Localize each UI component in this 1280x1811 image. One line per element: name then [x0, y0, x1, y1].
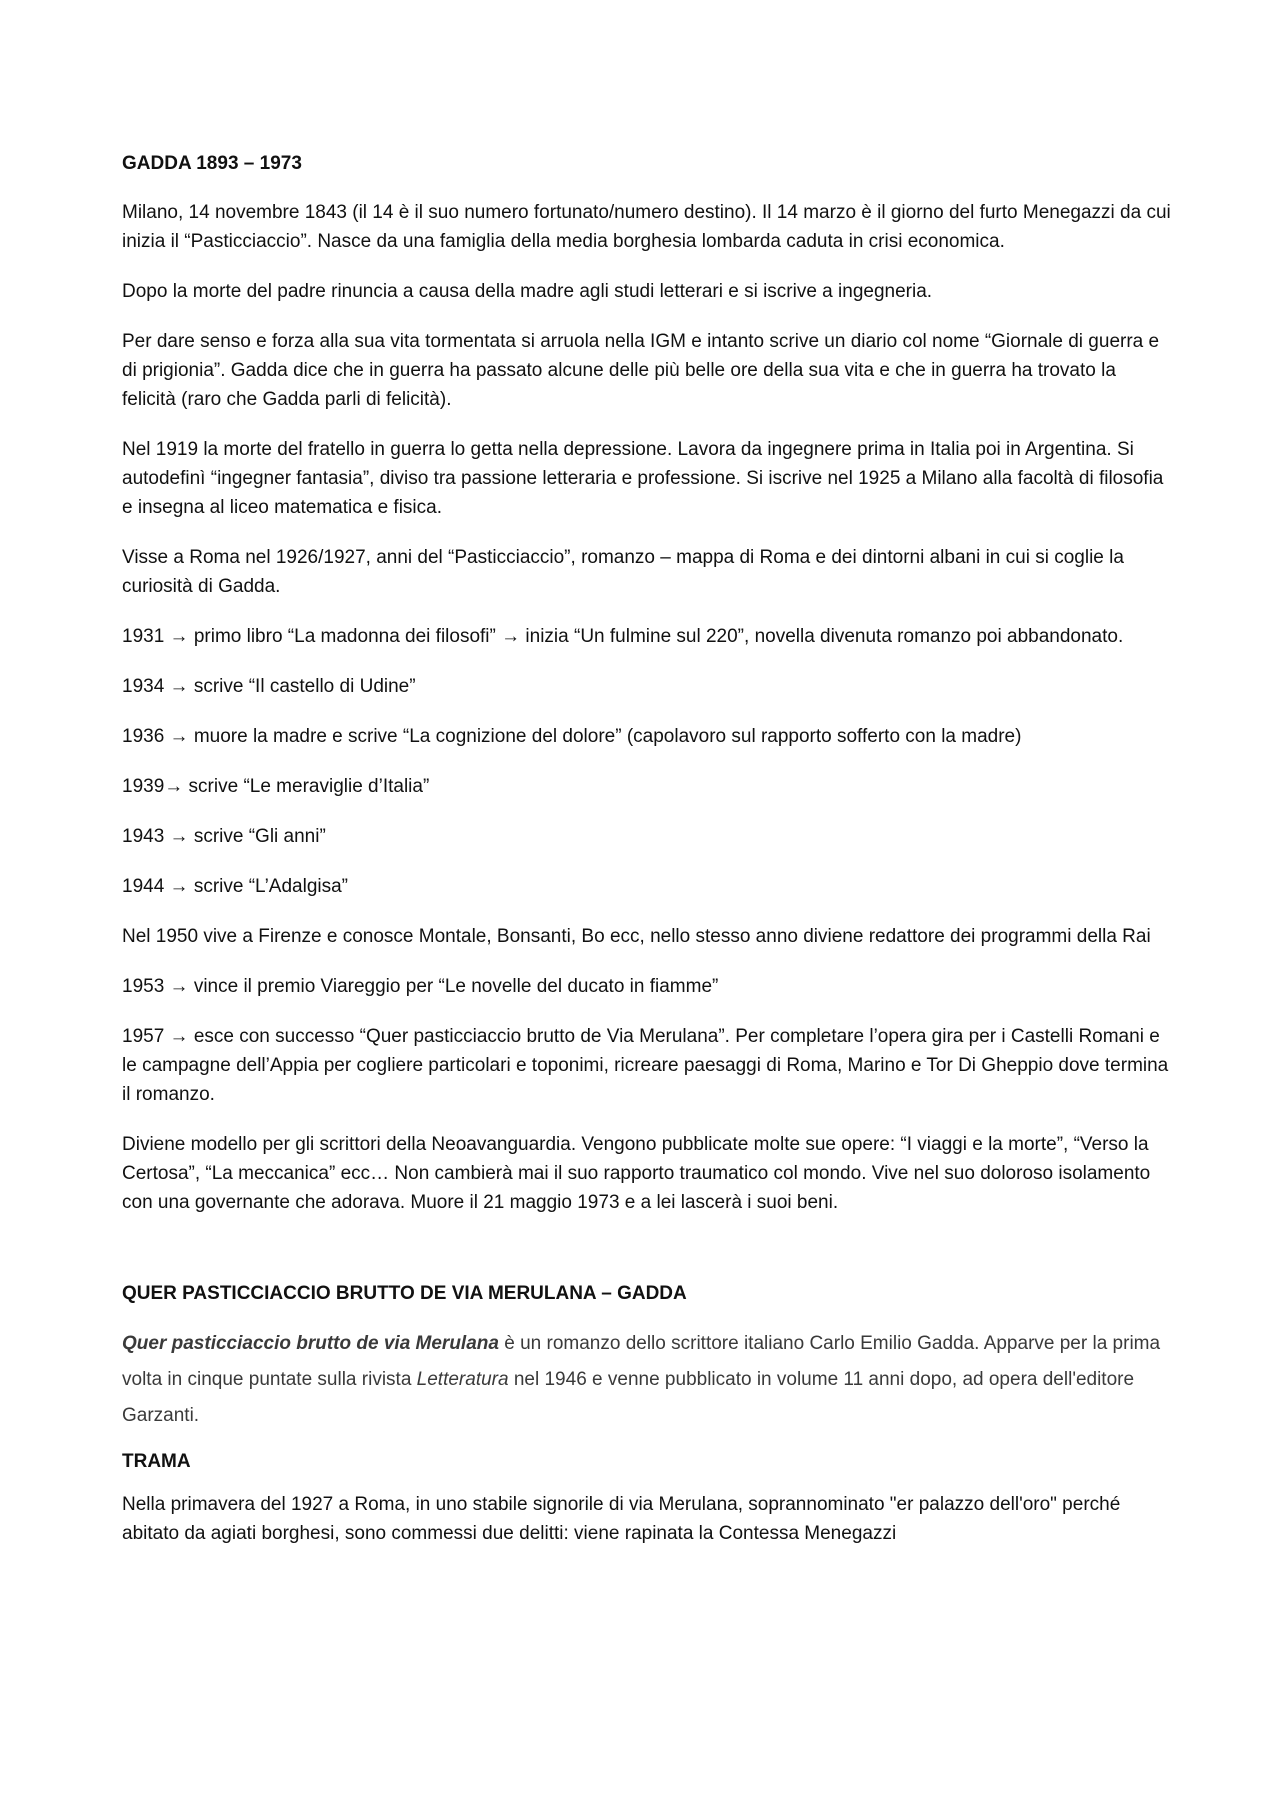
timeline-entry: 1939→ scrive “Le meraviglie d’Italia” — [122, 776, 430, 797]
timeline-entry: 1934 → scrive “Il castello di Udine” — [122, 676, 416, 697]
timeline-entry: 1936 → muore la madre e scrive “La cognizione del dolore” (capolavoro sul rapporto sofferto con la madre) — [122, 726, 1022, 747]
bio-title: GADDA 1893 – 1973 — [122, 153, 302, 174]
plot-heading: TRAMA — [122, 1451, 191, 1472]
novel-intro-text: è un romanzo dello scrittore italiano Carlo Emilio Gadda. Apparve per la prima volta in cinque puntate sulla rivista — [122, 1333, 1161, 1390]
journal-name: Letteratura — [416, 1369, 509, 1390]
bio-paragraph: Nel 1950 vive a Firenze e conosce Montale, Bonsanti, Bo ecc, nello stesso anno diviene redattore dei programmi della Rai — [122, 926, 1151, 947]
bio-paragraph: Visse a Roma nel 1926/1927, anni del “Pasticciaccio”, romanzo – mappa di Roma e dei dintorni albani in cui si coglie la curiosità di Gadda. — [122, 547, 1124, 597]
novel-intro-text: nel 1946 e venne pubblicato in volume 11 anni dopo, ad opera dell'editore Garzanti. — [122, 1369, 1135, 1426]
timeline-entry: 1953 → vince il premio Viareggio per “Le novelle del ducato in fiamme” — [122, 976, 719, 997]
novel-intro — [122, 1326, 1172, 1434]
bio-paragraph: Dopo la morte del padre rinuncia a causa della madre agli studi letterari e si iscrive a ingegneria. — [122, 281, 933, 302]
timeline-entry: 1943 → scrive “Gli anni” — [122, 826, 326, 847]
timeline-entry: 1931 → primo libro “La madonna dei filosofi” → inizia “Un fulmine sul 220”, novella divenuta romanzo poi abbandonato. — [122, 626, 1124, 647]
document-page — [122, 150, 1172, 1569]
timeline-entry: 1944 → scrive “L’Adalgisa” — [122, 876, 348, 897]
bio-paragraph: Nel 1919 la morte del fratello in guerra lo getta nella depressione. Lavora da ingegnere prima in Italia poi in Argentina. Si autodefinì “ingegner fantasia”, diviso tra passione letteraria e professione. Si iscrive nel 1925 a Milano alla facoltà di filosofia e insegna al liceo matematica e fisica. — [122, 439, 1164, 518]
bio-paragraph: Per dare senso e forza alla sua vita tormentata si arruola nella IGM e intanto scrive un diario col nome “Giornale di guerra e di prigionia”. Gadda dice che in guerra ha passato alcune delle più belle ore della sua vita e che in guerra ha trovato la felicità (raro che Gadda parli di felicità). — [122, 331, 1160, 410]
bio-paragraph: Diviene modello per gli scrittori della Neoavanguardia. Vengono pubblicate molte sue opere: “I viaggi e la morte”, “Verso la Certosa”, “La meccanica” ecc… Non cambierà mai il suo rapporto traumatico col mondo. Vive nel suo doloroso isolamento con una governante che adorava. Muore il 21 maggio 1973 e a lei lascerà i suoi beni. — [122, 1134, 1151, 1213]
plot-paragraph: Nella primavera del 1927 a Roma, in uno stabile signorile di via Merulana, soprannominato "er palazzo dell'oro" perché abitato da agiati borghesi, sono commessi due delitti: viene rapinata la Contessa Menegazzi — [122, 1494, 1121, 1544]
novel-title-emphasis: Quer pasticciaccio brutto de via Merulana — [122, 1333, 499, 1354]
bio-paragraph: Milano, 14 novembre 1843 (il 14 è il suo numero fortunato/numero destino). Il 14 marzo è il giorno del furto Menegazzi da cui inizia il “Pasticciaccio”. Nasce da una famiglia della media borghesia lombarda caduta in crisi economica. — [122, 202, 1171, 252]
section-spacer — [122, 1238, 1172, 1280]
novel-title: QUER PASTICCIACCIO BRUTTO DE VIA MERULANA – GADDA — [122, 1283, 687, 1304]
timeline-entry: 1957 → esce con successo “Quer pasticciaccio brutto de Via Merulana”. Per completare l’opera gira per i Castelli Romani e le campagne dell’Appia per cogliere particolari e toponimi, ricreare paesaggi di Roma, Marino e Tor Di Gheppio dove termina il romanzo. — [122, 1026, 1169, 1105]
